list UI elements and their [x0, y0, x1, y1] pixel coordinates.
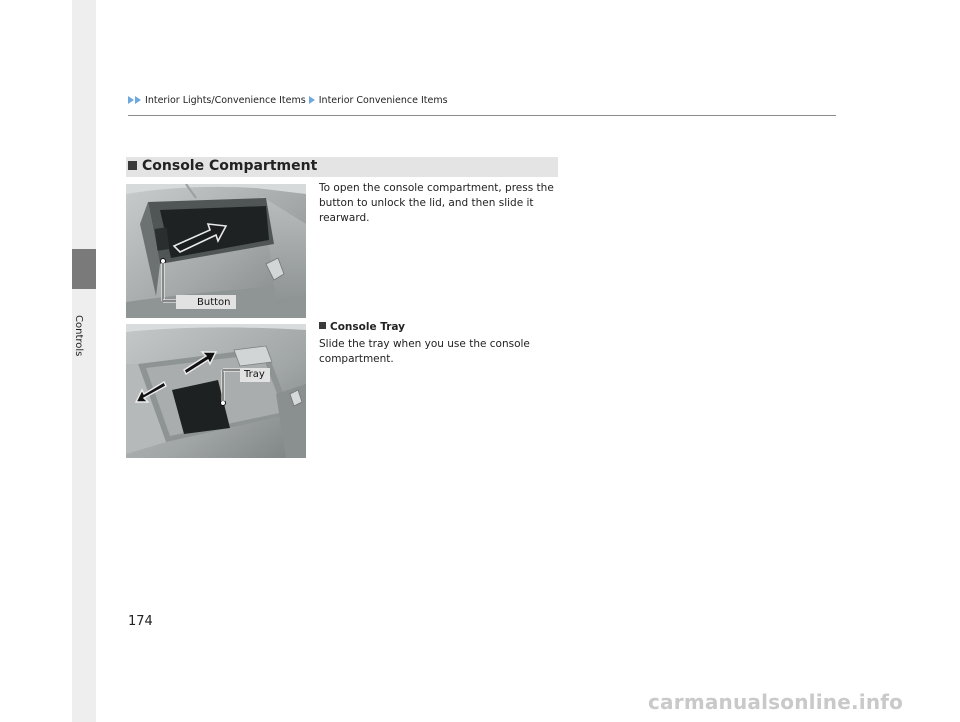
section-body-text: To open the console compartment, press the button to unlock the lid, and then slide it rearward. — [319, 182, 554, 224]
breadcrumb-link-interior-lights[interactable]: Interior Lights/Convenience Items — [145, 95, 306, 106]
breadcrumb — [128, 95, 448, 106]
tray-callout-leader — [126, 324, 306, 458]
breadcrumb-arrow-icon — [135, 96, 141, 104]
watermark: carmanualsonline.info — [648, 690, 904, 714]
sidebar-active-marker — [72, 249, 96, 289]
sidebar-label: Controls — [73, 315, 84, 357]
breadcrumb-arrow-icon — [128, 96, 134, 104]
subsection-title: Console Tray — [319, 321, 405, 333]
page-number: 174 — [128, 614, 153, 629]
square-bullet-icon — [319, 322, 326, 329]
section-title: Console Compartment — [128, 158, 317, 174]
square-bullet-icon — [128, 161, 137, 170]
breadcrumb-arrow-icon — [309, 96, 315, 104]
header-rule — [128, 115, 836, 116]
breadcrumb-link-interior-convenience[interactable]: Interior Convenience Items — [318, 95, 448, 106]
tray-callout-label: Tray — [244, 369, 265, 380]
sidebar-tab-strip — [72, 0, 96, 722]
subsection-body-text: Slide the tray when you use the console compartment. — [319, 338, 530, 365]
button-callout-label: Button — [197, 297, 231, 308]
